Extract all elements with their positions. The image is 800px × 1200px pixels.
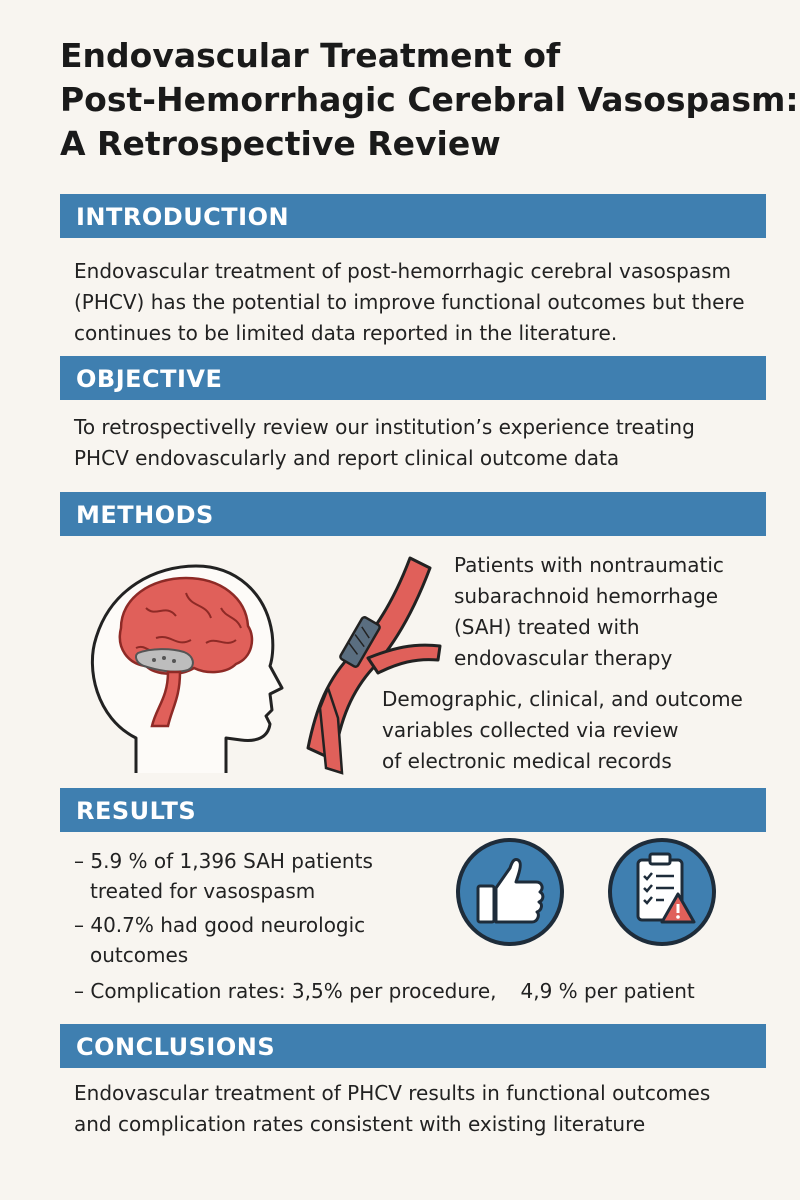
head-brain-icon [76,548,296,778]
results-line: – 5.9 % of 1,396 SAH patients [74,849,373,873]
objective-line: PHCV endovascularly and report clinical outcome data [74,446,620,470]
results-line: outcomes [90,943,189,967]
methods-line: Demographic, clinical, and outcome [382,687,743,711]
complication-patient: 4,9 % per patient [520,979,695,1003]
methods-line: subarachnoid hemorrhage [454,584,719,608]
methods-line: Patients with nontraumatic [454,553,724,577]
methods-heading: METHODS [60,492,766,536]
introduction-line: Endovascular treatment of post-hemorrhagic cerebral vasospasm [74,259,732,283]
page-title [60,34,799,166]
complication-procedure: – Complication rates: 3,5% per procedure, [74,979,497,1003]
results-item-1 [74,846,373,906]
introduction-line: continues to be limited data reported in the literature. [74,321,618,345]
methods-line: endovascular therapy [454,646,673,670]
title-line-1: Endovascular Treatment of [60,36,561,75]
results-line [74,976,695,1006]
conclusions-line: and complication rates consistent with existing literature [74,1112,646,1136]
conclusions-line: Endovascular treatment of PHCV results in functional outcomes [74,1081,711,1105]
conclusions-text [74,1078,774,1140]
methods-line: (SAH) treated with [454,615,640,639]
results-line: – 40.7% had good neurologic [74,913,366,937]
introduction-heading: INTRODUCTION [60,194,766,238]
conclusions-heading: CONCLUSIONS [60,1024,766,1068]
results-heading: RESULTS [60,788,766,832]
clipboard-warning-icon [606,836,718,948]
thumbs-up-icon [454,836,566,948]
introduction-text [74,256,774,349]
introduction-line: (PHCV) has the potential to improve functional outcomes but there [74,290,745,314]
results-line: treated for vasospasm [90,879,316,903]
methods-line: variables collected via review [382,718,679,742]
objective-text [74,412,774,474]
title-line-3: A Retrospective Review [60,124,501,163]
results-item-3 [74,976,695,1006]
methods-line: of electronic medical records [382,749,672,773]
results-item-2 [74,910,365,970]
methods-item-1 [454,550,724,674]
title-line-2: Post-Hemorrhagic Cerebral Vasospasm: [60,80,799,119]
objective-line: To retrospectivelly review our institution’s experience treating [74,415,695,439]
methods-item-2 [382,684,743,777]
objective-heading: OBJECTIVE [60,356,766,400]
